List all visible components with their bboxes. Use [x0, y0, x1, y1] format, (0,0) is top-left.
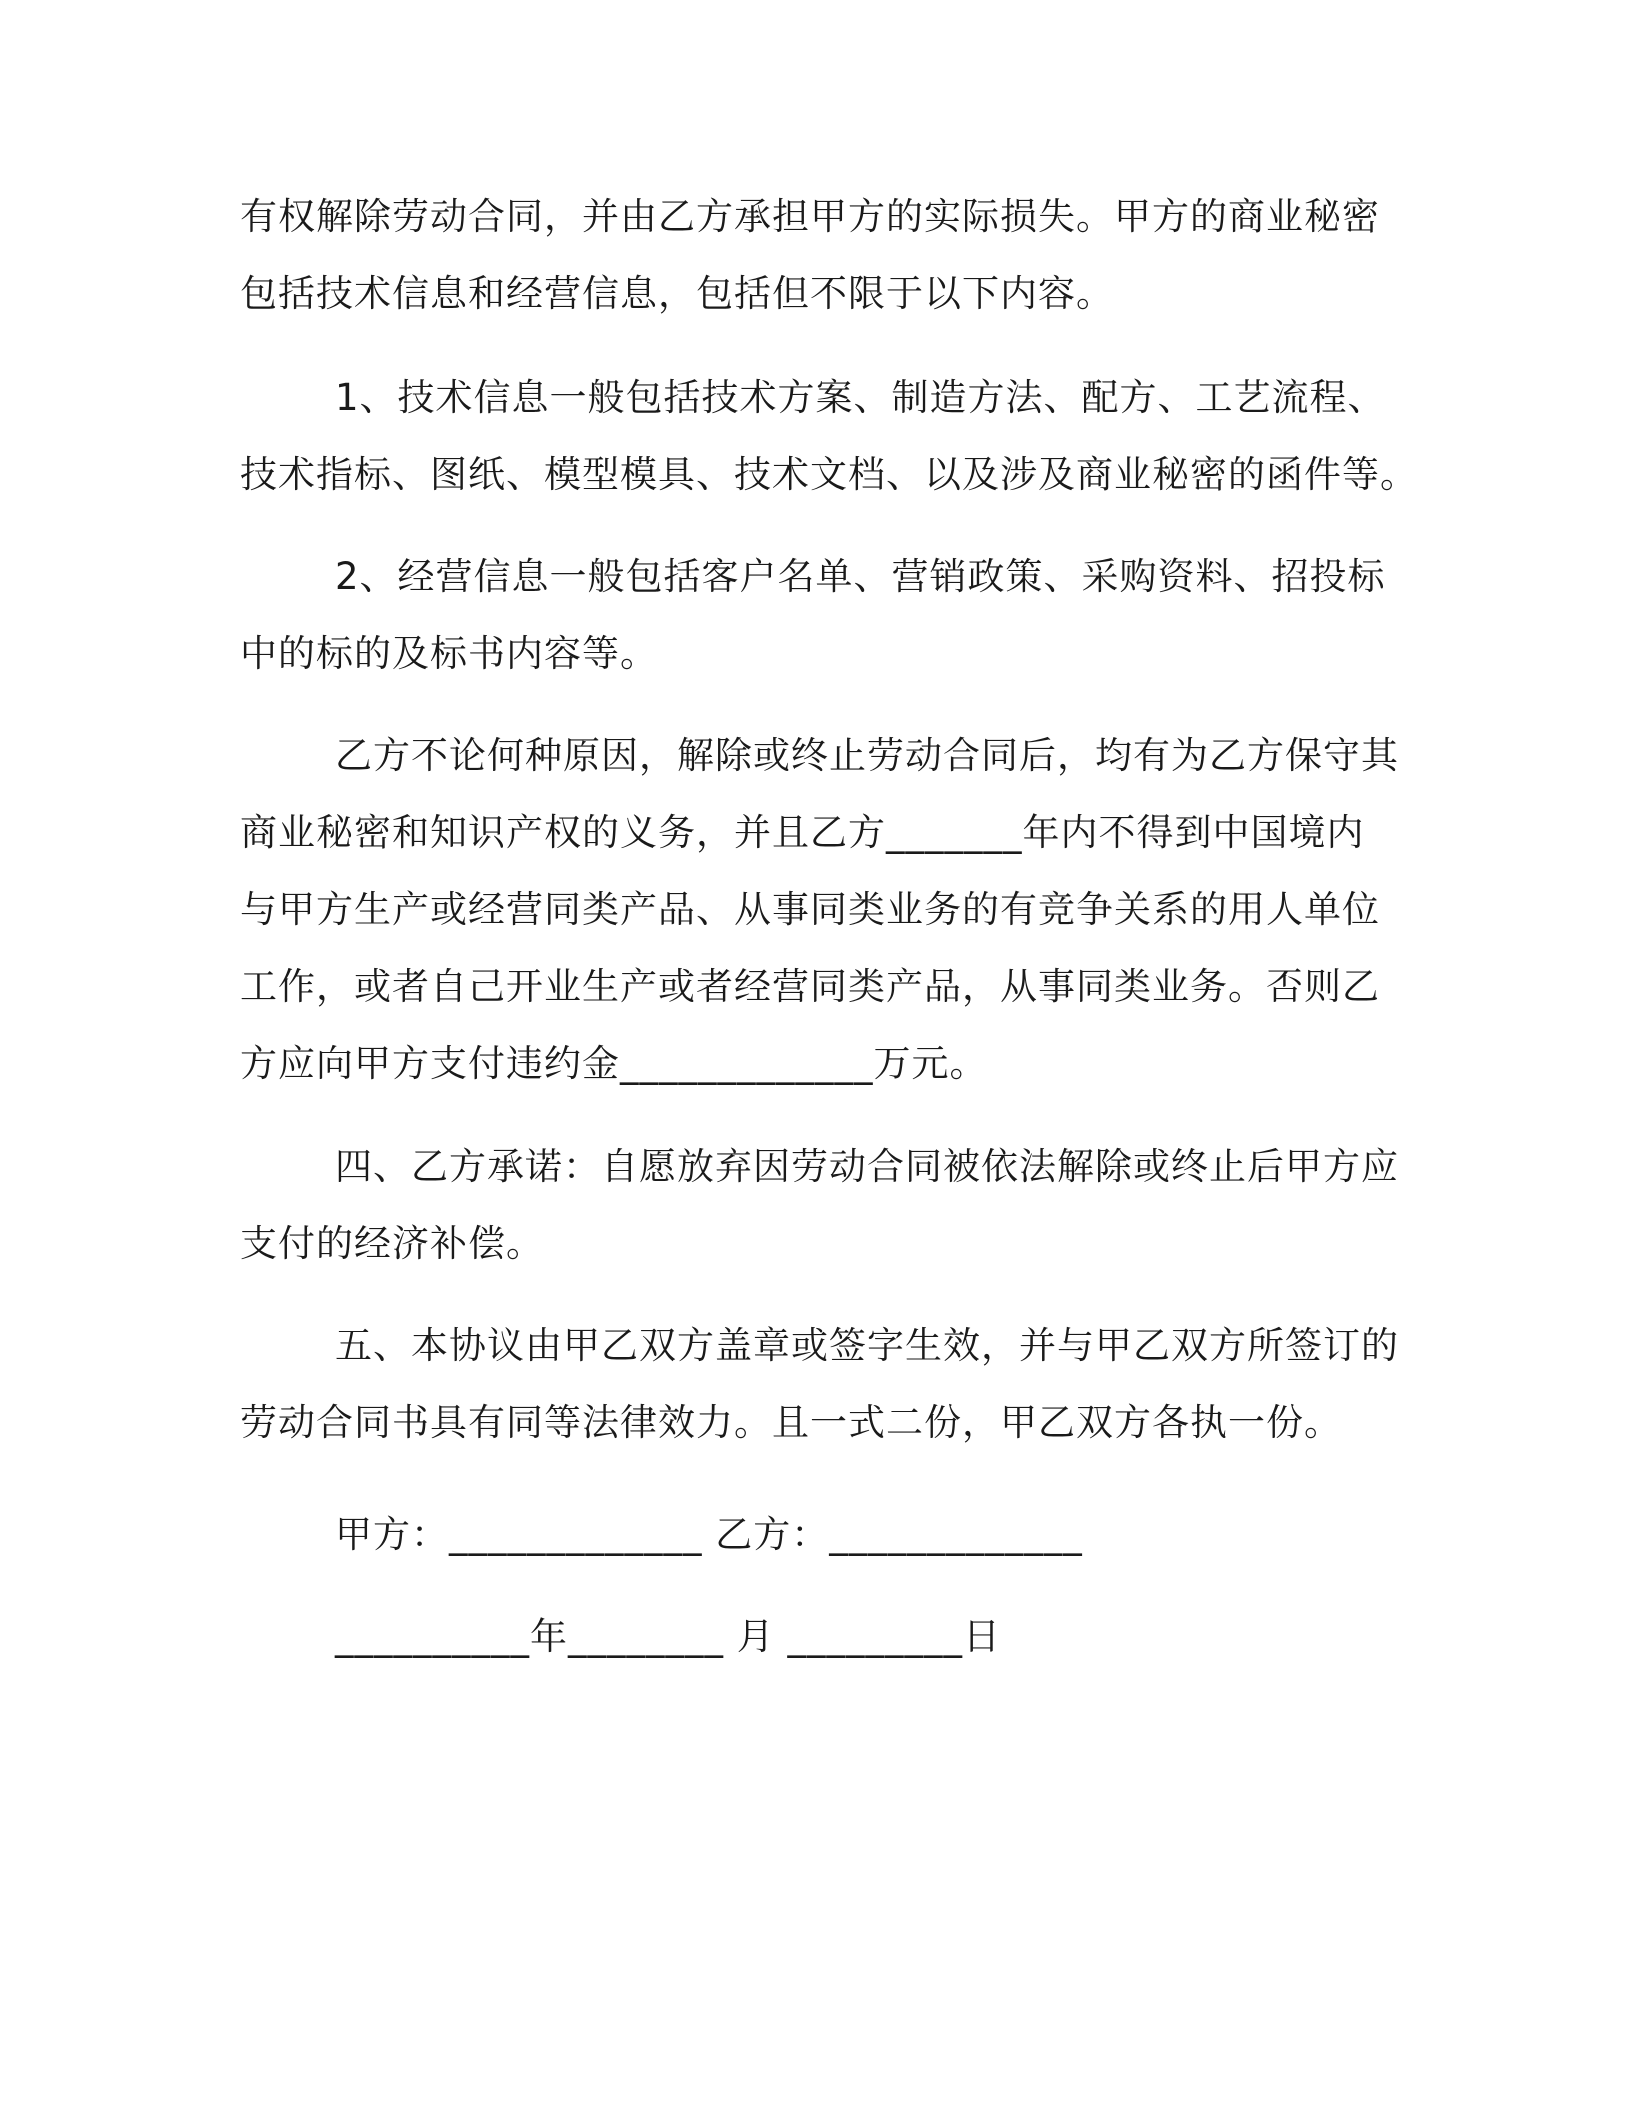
paragraph-line: 与甲方生产或经营同类产品、从事同类业务的有竞争关系的用人单位: [240, 888, 1380, 931]
paragraph-line: 技术指标、图纸、模型模具、技术文档、以及涉及商业秘密的函件等。: [240, 453, 1418, 496]
date-line: __________年________ 月 _________日: [335, 1615, 1002, 1658]
paragraph-line: 四、乙方承诺：自愿放弃因劳动合同被依法解除或终止后甲方应: [335, 1145, 1399, 1188]
paragraph-line: 支付的经济补偿。: [240, 1222, 544, 1265]
signature-line: 甲方：_____________ 乙方：_____________: [335, 1513, 1083, 1556]
paragraph-line: 2、经营信息一般包括客户名单、营销政策、采购资料、招投标: [335, 555, 1386, 598]
paragraph-line: 方应向甲方支付违约金_____________万元。: [240, 1042, 988, 1085]
paragraph-line: 中的标的及标书内容等。: [240, 632, 658, 675]
paragraph-line: 包括技术信息和经营信息，包括但不限于以下内容。: [240, 272, 1114, 315]
paragraph-line: 商业秘密和知识产权的义务，并且乙方_______年内不得到中国境内: [240, 811, 1365, 854]
paragraph-line: 乙方不论何种原因，解除或终止劳动合同后，均有为乙方保守其: [335, 734, 1399, 777]
paragraph-line: 劳动合同书具有同等法律效力。且一式二份，甲乙双方各执一份。: [240, 1401, 1342, 1444]
paragraph-line: 五、本协议由甲乙双方盖章或签字生效，并与甲乙双方所签订的: [335, 1324, 1399, 1367]
paragraph-line: 有权解除劳动合同，并由乙方承担甲方的实际损失。甲方的商业秘密: [240, 195, 1380, 238]
paragraph-line: 工作，或者自己开业生产或者经营同类产品，从事同类业务。否则乙: [240, 965, 1380, 1008]
paragraph-line: 1、技术信息一般包括技术方案、制造方法、配方、工艺流程、: [335, 376, 1386, 419]
